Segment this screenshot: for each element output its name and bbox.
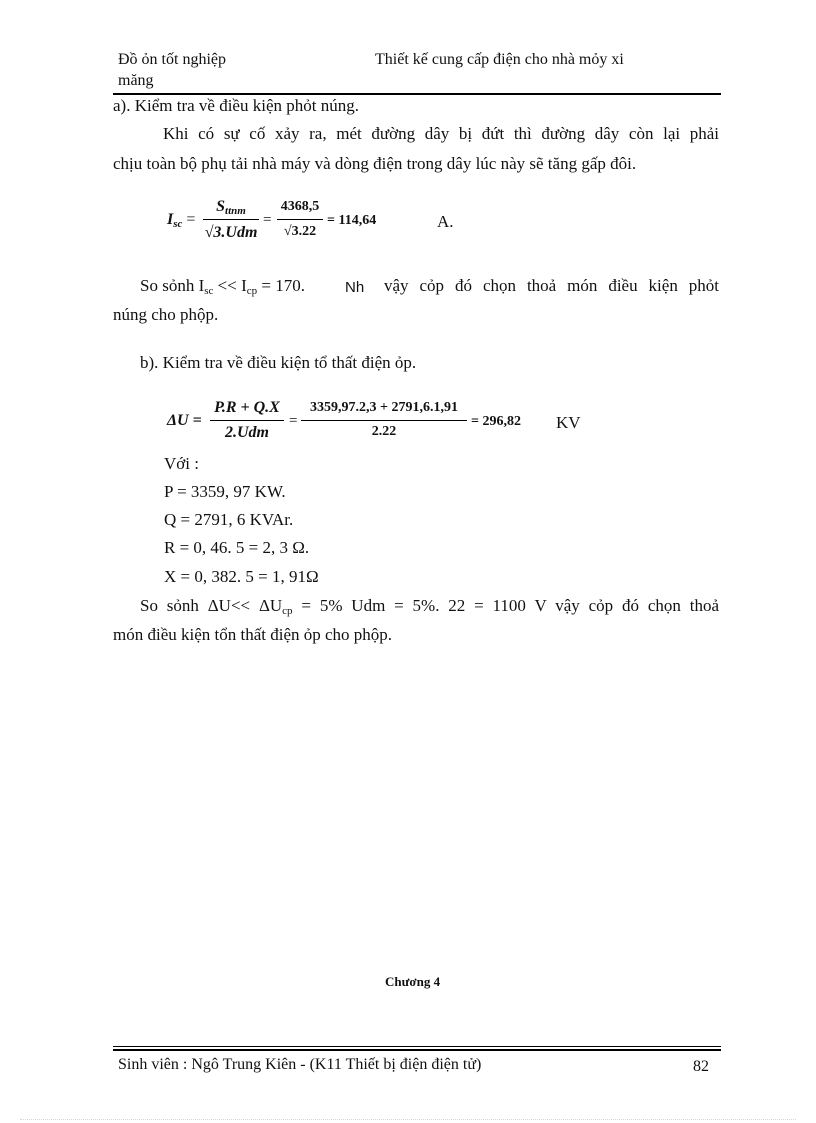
section-a-heading: a). Kiểm tra về điều kiện phỏt núng.: [113, 96, 359, 115]
chapter-label: Chương 4: [385, 974, 441, 989]
formula-a-result: = 114,64: [327, 213, 377, 228]
formula-a-lhs: $I_{sc}$ =: [167, 211, 196, 230]
formula-b-frac2-den: 2.22: [371, 424, 397, 439]
formula-a-frac1-line: [203, 219, 259, 220]
formula-b-frac2-num: 3359,97.2,3 + 2791,6.1,91: [310, 400, 458, 415]
formula-a-frac2-den: √3.22: [283, 224, 317, 239]
formula-a-frac1-den: √3.Udm: [204, 224, 258, 241]
header-rule: [113, 93, 721, 95]
header-right: Thiết kế cung cấp điện cho nhà mỏy xi: [375, 51, 624, 68]
with-label: Với :: [164, 454, 199, 473]
value-q: Q = 2791, 6 KVAr.: [164, 510, 294, 529]
formula-a-eq: =: [263, 212, 272, 228]
section-a-compare-nh: Nh: [345, 279, 365, 296]
header-left-line1: Đồ ỏn tốt nghiệp: [118, 51, 226, 68]
header-left-line2: măng: [118, 72, 154, 89]
section-b-compare-line2: món điều kiện tổn thất điện ỏp cho phộp.: [113, 625, 393, 644]
section-a-compare-line1: So sỏnh $I_{sc} << I_{cp} = 170$.: [140, 276, 305, 297]
value-p: P = 3359, 97 KW.: [164, 482, 286, 501]
formula-b-result: = 296,82: [471, 414, 521, 429]
section-a-compare-line2: núng cho phộp.: [113, 305, 219, 324]
footer-page-number: 82: [693, 1058, 709, 1075]
formula-a-frac2-num: 4368,5: [280, 199, 320, 214]
section-a-compare-rest: vậy cỏp đó chọn thoả món điều kiện phỏt: [384, 276, 719, 295]
formula-b-frac1-line: [210, 420, 284, 421]
page-edge-dots: [20, 1119, 796, 1120]
section-a-para-line1: Khi có sự cố xảy ra, mét đường dây bị đứt thì đường dây còn lại phải: [163, 124, 719, 143]
footer-rule-top: [113, 1046, 721, 1047]
section-b-compare-line1: So sỏnh $\Delta U<< \Delta U_{cp} = 5\%$ Udm = 5%. 22 = 1100 V vậy cỏp đó chọn thoả: [140, 596, 719, 617]
formula-b-eq: =: [289, 413, 298, 429]
footer-rule-bottom: [113, 1049, 721, 1051]
formula-b-unit: KV: [556, 413, 581, 432]
formula-b-frac1-num: P.R + Q.X: [214, 399, 280, 416]
section-b-heading: b). Kiểm tra về điều kiện tổ thất điện ỏp.: [140, 353, 417, 372]
value-r: R = 0, 46. 5 = 2, 3 Ω.: [164, 538, 310, 557]
formula-a-unit: A.: [437, 212, 454, 231]
formula-a-frac2-line: [277, 219, 323, 220]
formula-a-frac1-num: $S_{ttnm}$: [216, 198, 246, 217]
formula-b-frac1-den: 2.Udm: [225, 424, 269, 441]
footer-student: Sinh viên : Ngô Trung Kiên - (K11 Thiết bị điện điện tử): [118, 1056, 482, 1073]
value-x: X = 0, 382. 5 = 1, 91Ω: [164, 567, 319, 586]
formula-b-frac2-line: [301, 420, 467, 421]
section-a-para-line2: chịu toàn bộ phụ tải nhà máy và dòng điện trong dây lúc này sẽ tăng gấp đôi.: [113, 154, 637, 173]
formula-b-lhs: ΔU =: [167, 412, 202, 429]
